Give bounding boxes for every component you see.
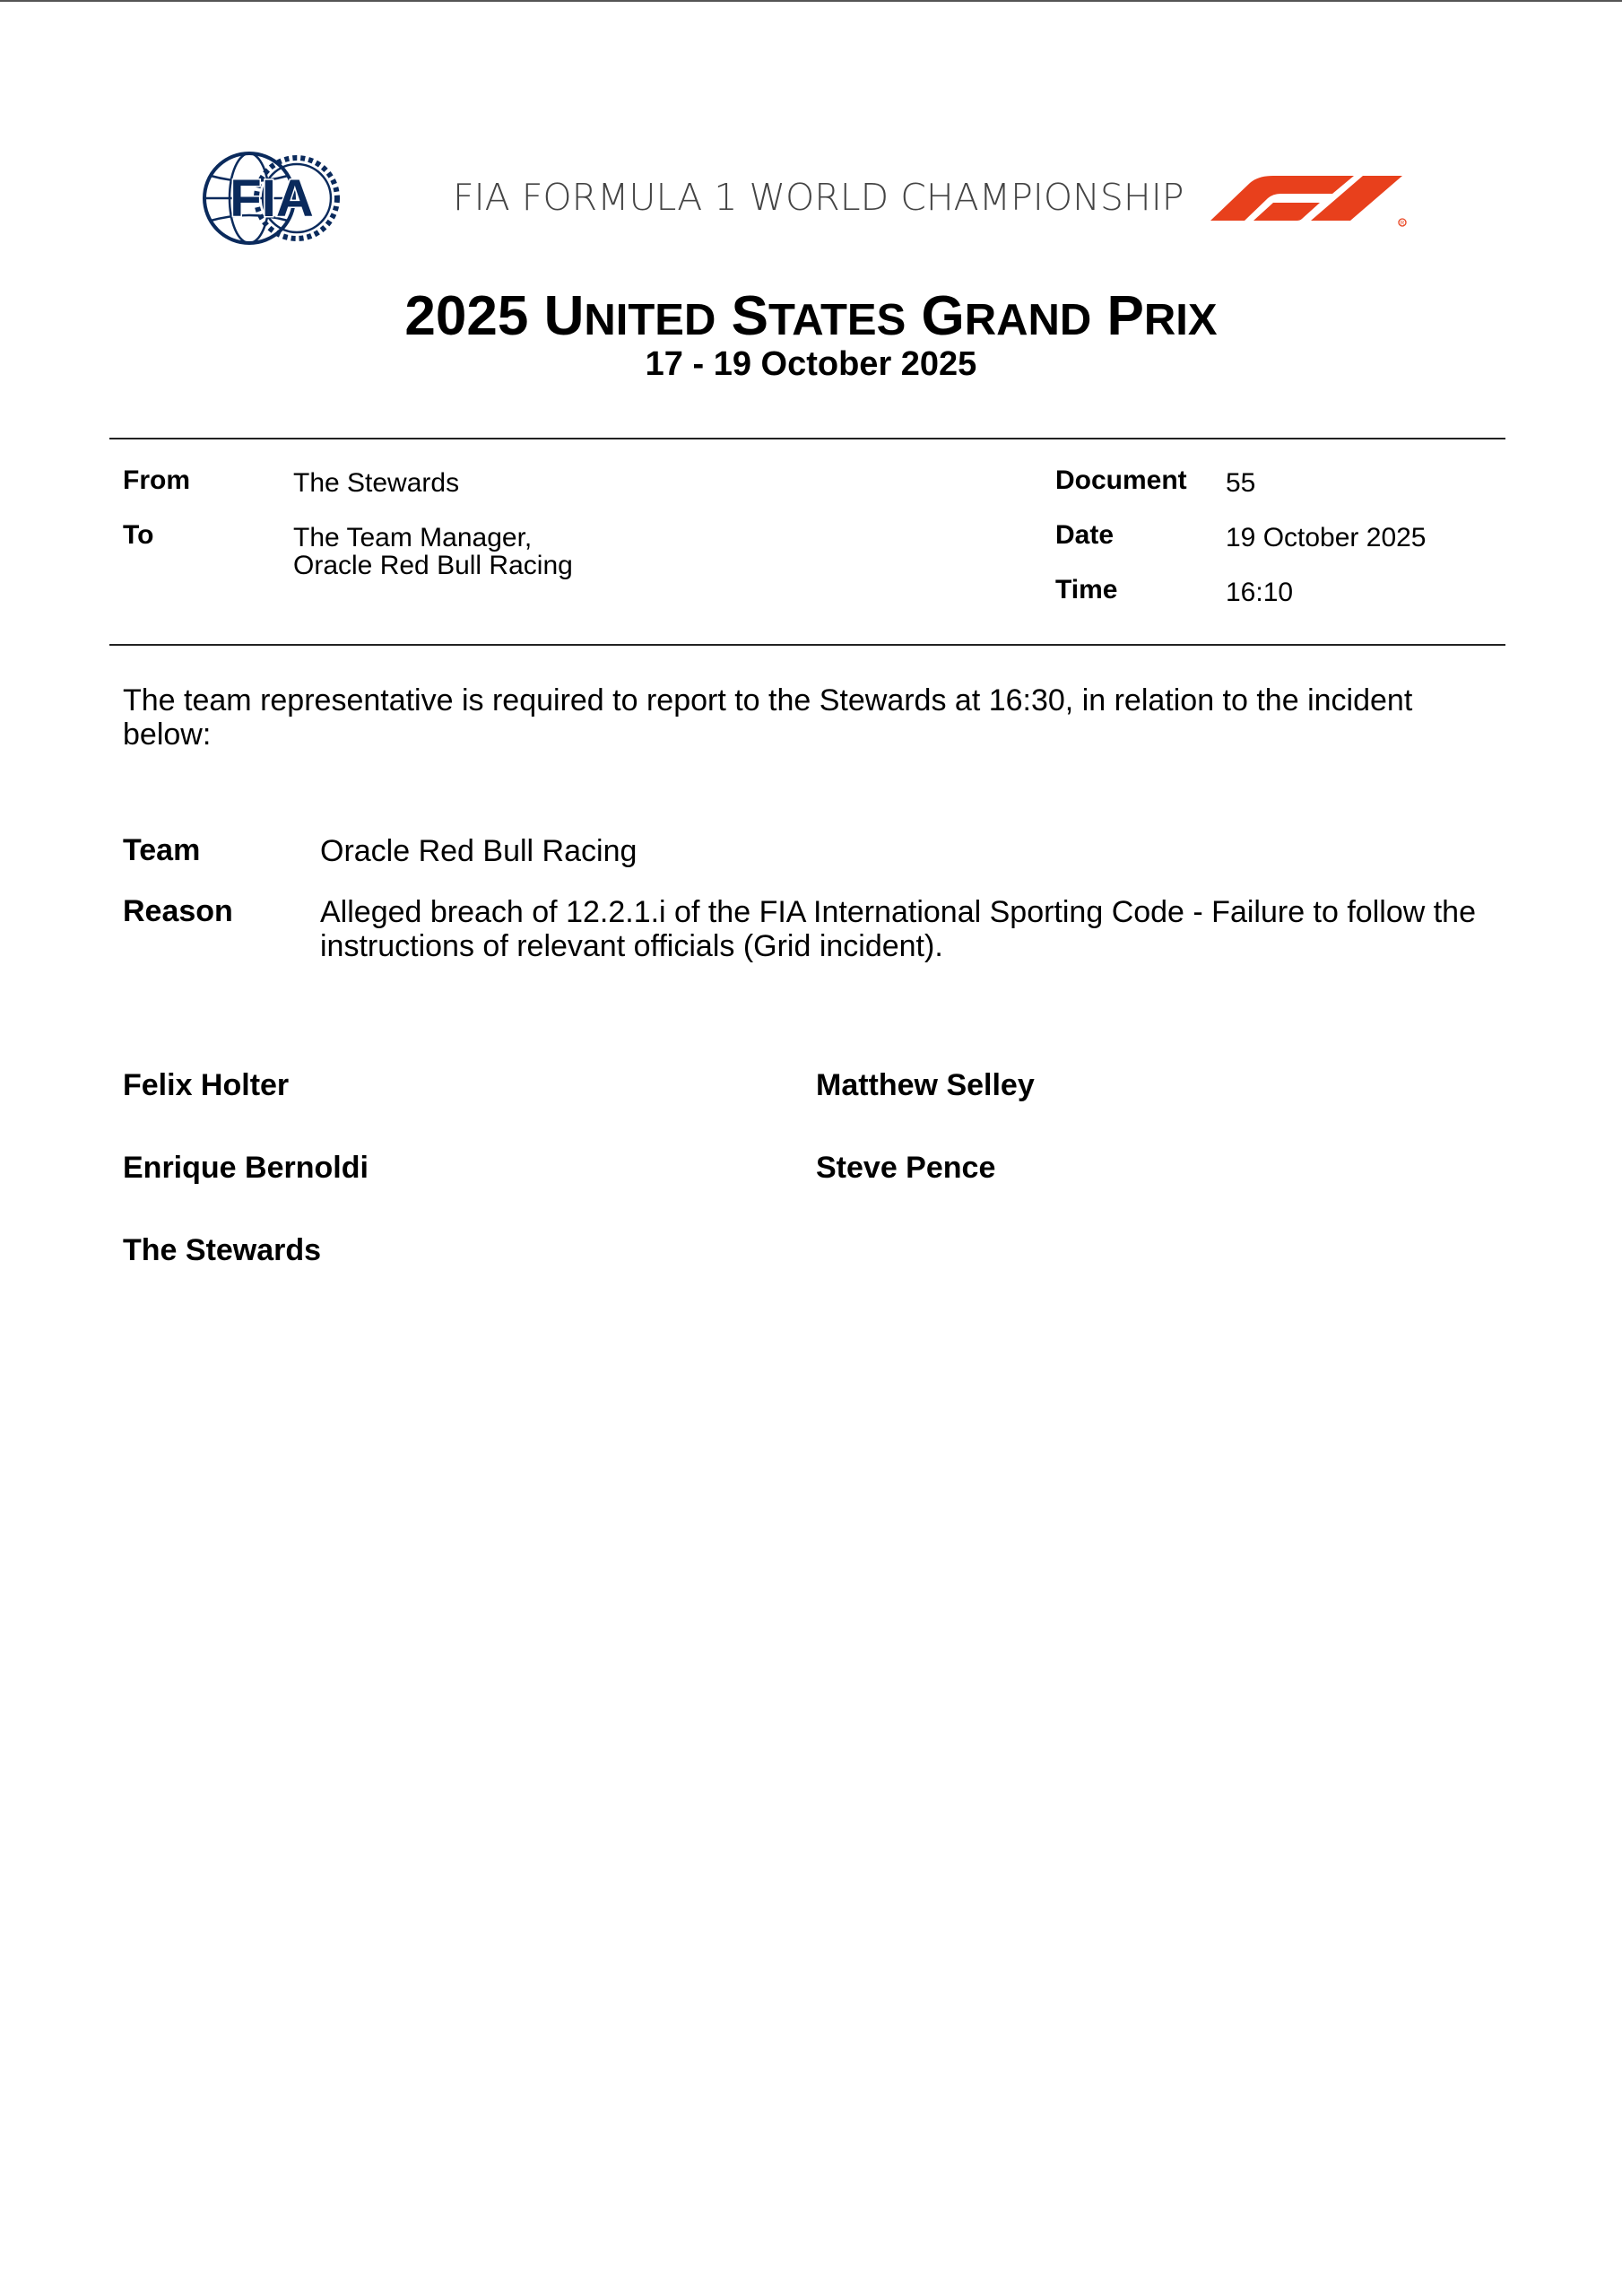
to-value-line1: The Team Manager, [293,523,533,552]
signatory-closing: The Stewards [123,1233,322,1267]
header-divider [109,438,1505,439]
date-value: 19 October 2025 [1226,523,1427,552]
to-value-line2: Oracle Red Bull Racing [293,551,573,580]
team-label: Team [123,833,201,867]
time-label: Time [1055,575,1118,604]
steward-name: Felix Holter [123,1068,290,1102]
from-label: From [123,465,190,495]
steward-name: Enrique Bernoldi [123,1151,369,1185]
meta-divider [109,644,1505,646]
document-number: 55 [1226,468,1256,498]
fia-globe-logo-icon [202,151,341,246]
date-label: Date [1055,520,1115,550]
championship-title: FIA FORMULA 1 WORLD CHAMPIONSHIP [453,176,1184,219]
steward-name: Steve Pence [816,1151,996,1185]
summons-intro: The team representative is required to report to the Stewards at 16:30, in relation to the incident below: [123,683,1413,752]
from-value: The Stewards [293,468,460,498]
to-label: To [123,520,154,550]
steward-name: Matthew Selley [816,1068,1035,1102]
document-label: Document [1055,465,1187,495]
team-value: Oracle Red Bull Racing [320,834,638,868]
fia-logo-text: FIA [230,170,314,228]
event-dates: 17 - 19 October 2025 [645,345,977,383]
top-border [0,0,1622,2]
f1-logo-icon [1210,170,1409,228]
reason-label: Reason [123,894,233,928]
svg-text:R: R [1400,221,1405,227]
time-value: 16:10 [1226,578,1294,607]
reason-value: Alleged breach of 12.2.1.i of the FIA International Sporting Code - Failure to follow the instructions of relevant officials (Grid incident). [320,895,1476,963]
event-title: 2025 UNITED STATES GRAND PRIX [404,285,1218,347]
